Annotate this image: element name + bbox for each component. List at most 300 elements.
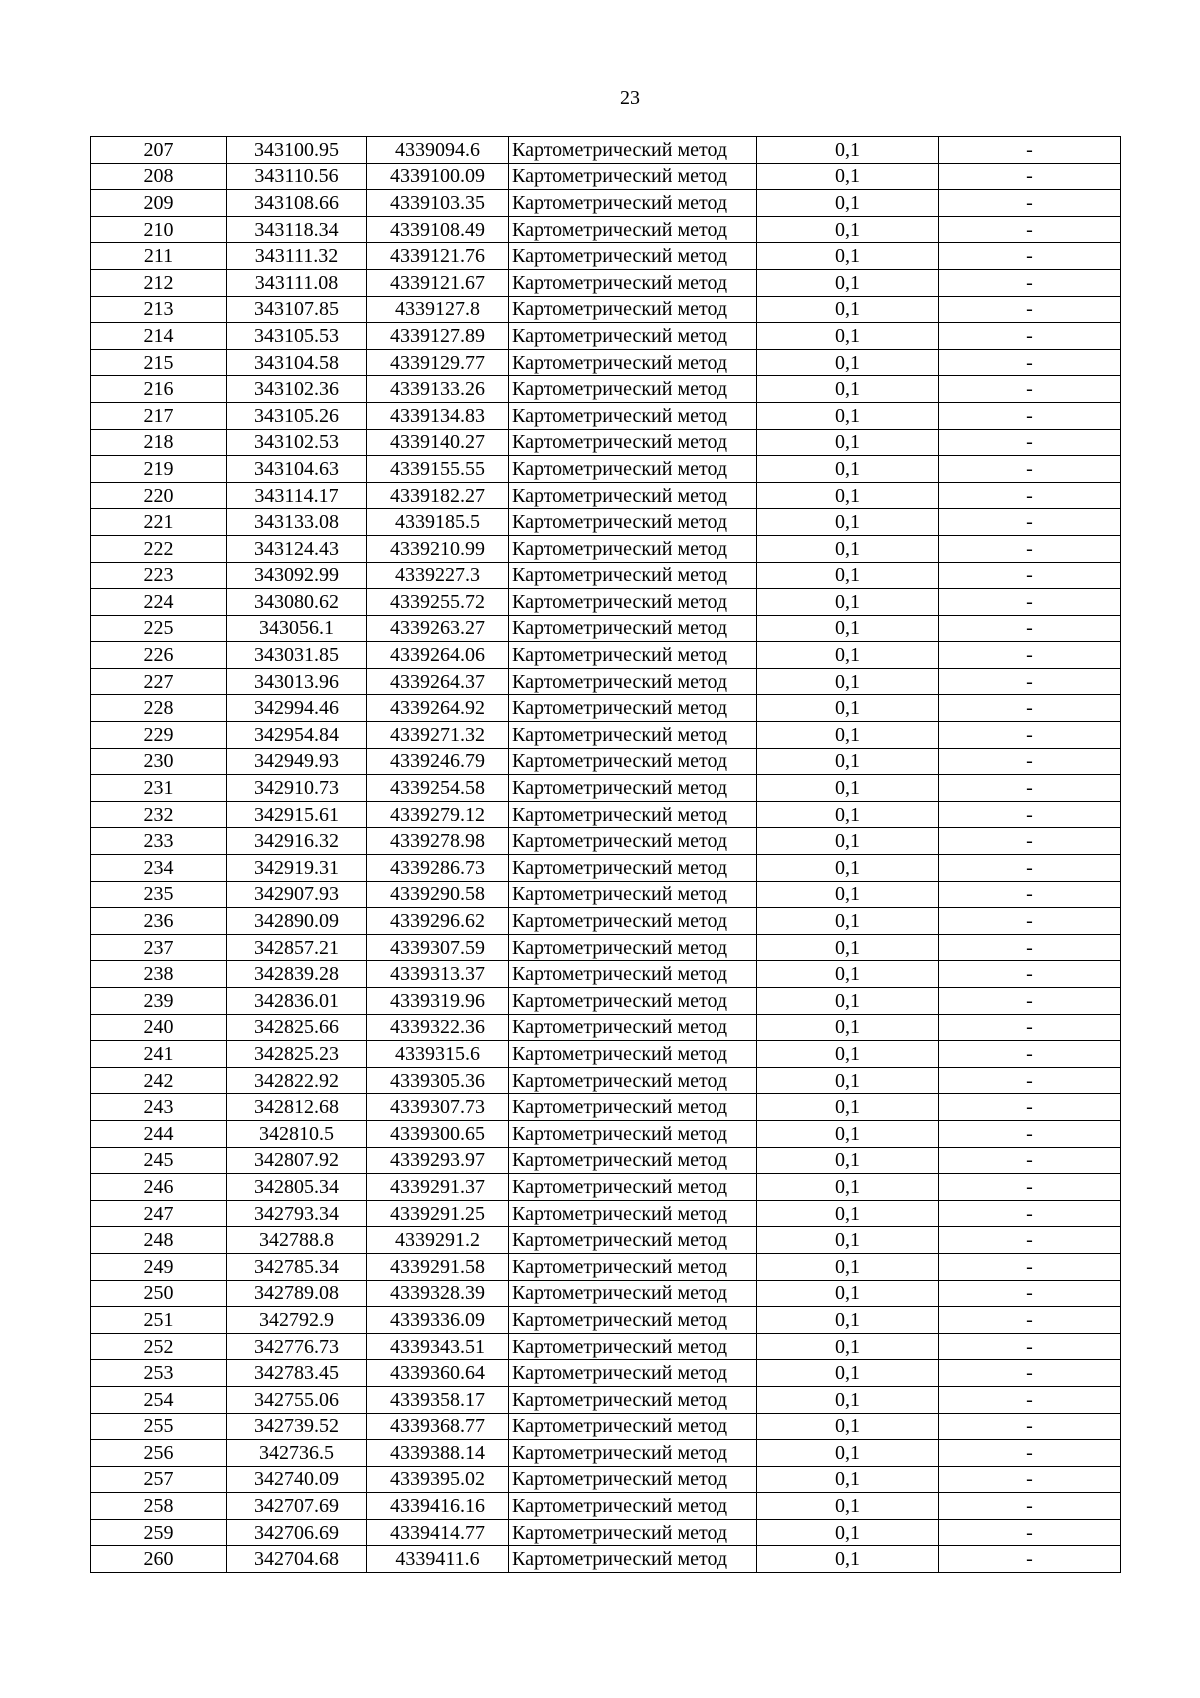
x-coordinate-cell: 342857.21 — [227, 934, 367, 961]
method-cell: Картометрический метод — [509, 456, 757, 483]
method-cell: Картометрический метод — [509, 1519, 757, 1546]
accuracy-cell: 0,1 — [757, 934, 939, 961]
note-cell: - — [939, 855, 1121, 882]
y-coordinate-cell: 4339264.06 — [367, 642, 509, 669]
accuracy-cell: 0,1 — [757, 243, 939, 270]
y-coordinate-cell: 4339328.39 — [367, 1280, 509, 1307]
point-number-cell: 215 — [91, 349, 227, 376]
y-coordinate-cell: 4339416.16 — [367, 1493, 509, 1520]
note-cell: - — [939, 775, 1121, 802]
y-coordinate-cell: 4339291.2 — [367, 1227, 509, 1254]
y-coordinate-cell: 4339127.8 — [367, 296, 509, 323]
accuracy-cell: 0,1 — [757, 642, 939, 669]
point-number-cell: 230 — [91, 748, 227, 775]
table-row — [91, 1519, 1121, 1546]
table-row — [91, 748, 1121, 775]
table-row — [91, 615, 1121, 642]
note-cell: - — [939, 988, 1121, 1015]
note-cell: - — [939, 509, 1121, 536]
y-coordinate-cell: 4339094.6 — [367, 137, 509, 164]
x-coordinate-cell: 342839.28 — [227, 961, 367, 988]
method-cell: Картометрический метод — [509, 349, 757, 376]
table-row — [91, 855, 1121, 882]
table-row — [91, 1120, 1121, 1147]
accuracy-cell: 0,1 — [757, 722, 939, 749]
table-row — [91, 908, 1121, 935]
table-row — [91, 1307, 1121, 1334]
x-coordinate-cell: 342807.92 — [227, 1147, 367, 1174]
method-cell: Картометрический метод — [509, 801, 757, 828]
point-number-cell: 252 — [91, 1333, 227, 1360]
y-coordinate-cell: 4339388.14 — [367, 1440, 509, 1467]
note-cell: - — [939, 1280, 1121, 1307]
x-coordinate-cell: 343124.43 — [227, 535, 367, 562]
method-cell: Картометрический метод — [509, 1413, 757, 1440]
method-cell: Картометрический метод — [509, 668, 757, 695]
point-number-cell: 217 — [91, 402, 227, 429]
point-number-cell: 227 — [91, 668, 227, 695]
accuracy-cell: 0,1 — [757, 615, 939, 642]
y-coordinate-cell: 4339414.77 — [367, 1519, 509, 1546]
x-coordinate-cell: 343031.85 — [227, 642, 367, 669]
x-coordinate-cell: 343080.62 — [227, 589, 367, 616]
table-row — [91, 323, 1121, 350]
point-number-cell: 255 — [91, 1413, 227, 1440]
method-cell: Картометрический метод — [509, 1493, 757, 1520]
point-number-cell: 210 — [91, 216, 227, 243]
accuracy-cell: 0,1 — [757, 1253, 939, 1280]
table-row — [91, 695, 1121, 722]
note-cell: - — [939, 1200, 1121, 1227]
table-row — [91, 509, 1121, 536]
accuracy-cell: 0,1 — [757, 535, 939, 562]
accuracy-cell: 0,1 — [757, 1200, 939, 1227]
method-cell: Картометрический метод — [509, 589, 757, 616]
x-coordinate-cell: 343102.36 — [227, 376, 367, 403]
method-cell: Картометрический метод — [509, 1253, 757, 1280]
accuracy-cell: 0,1 — [757, 296, 939, 323]
note-cell: - — [939, 190, 1121, 217]
note-cell: - — [939, 323, 1121, 350]
note-cell: - — [939, 695, 1121, 722]
table-row — [91, 429, 1121, 456]
point-number-cell: 258 — [91, 1493, 227, 1520]
x-coordinate-cell: 343056.1 — [227, 615, 367, 642]
note-cell: - — [939, 642, 1121, 669]
accuracy-cell: 0,1 — [757, 908, 939, 935]
point-number-cell: 247 — [91, 1200, 227, 1227]
method-cell: Картометрический метод — [509, 562, 757, 589]
accuracy-cell: 0,1 — [757, 190, 939, 217]
accuracy-cell: 0,1 — [757, 988, 939, 1015]
y-coordinate-cell: 4339319.96 — [367, 988, 509, 1015]
method-cell: Картометрический метод — [509, 1094, 757, 1121]
note-cell: - — [939, 349, 1121, 376]
y-coordinate-cell: 4339255.72 — [367, 589, 509, 616]
x-coordinate-cell: 342910.73 — [227, 775, 367, 802]
note-cell: - — [939, 269, 1121, 296]
method-cell: Картометрический метод — [509, 855, 757, 882]
method-cell: Картометрический метод — [509, 402, 757, 429]
x-coordinate-cell: 342812.68 — [227, 1094, 367, 1121]
y-coordinate-cell: 4339336.09 — [367, 1307, 509, 1334]
point-number-cell: 237 — [91, 934, 227, 961]
method-cell: Картометрический метод — [509, 190, 757, 217]
accuracy-cell: 0,1 — [757, 695, 939, 722]
x-coordinate-cell: 342822.92 — [227, 1067, 367, 1094]
y-coordinate-cell: 4339296.62 — [367, 908, 509, 935]
x-coordinate-cell: 342810.5 — [227, 1120, 367, 1147]
note-cell: - — [939, 748, 1121, 775]
y-coordinate-cell: 4339263.27 — [367, 615, 509, 642]
y-coordinate-cell: 4339360.64 — [367, 1360, 509, 1387]
accuracy-cell: 0,1 — [757, 1493, 939, 1520]
accuracy-cell: 0,1 — [757, 137, 939, 164]
accuracy-cell: 0,1 — [757, 1147, 939, 1174]
method-cell: Картометрический метод — [509, 376, 757, 403]
point-number-cell: 250 — [91, 1280, 227, 1307]
table-row — [91, 137, 1121, 164]
x-coordinate-cell: 342755.06 — [227, 1386, 367, 1413]
point-number-cell: 229 — [91, 722, 227, 749]
x-coordinate-cell: 342788.8 — [227, 1227, 367, 1254]
accuracy-cell: 0,1 — [757, 1440, 939, 1467]
x-coordinate-cell: 343104.58 — [227, 349, 367, 376]
table-row — [91, 349, 1121, 376]
accuracy-cell: 0,1 — [757, 429, 939, 456]
point-number-cell: 212 — [91, 269, 227, 296]
x-coordinate-cell: 342793.34 — [227, 1200, 367, 1227]
accuracy-cell: 0,1 — [757, 1227, 939, 1254]
table-row — [91, 988, 1121, 1015]
note-cell: - — [939, 881, 1121, 908]
method-cell: Картометрический метод — [509, 137, 757, 164]
y-coordinate-cell: 4339133.26 — [367, 376, 509, 403]
x-coordinate-cell: 343107.85 — [227, 296, 367, 323]
y-coordinate-cell: 4339254.58 — [367, 775, 509, 802]
method-cell: Картометрический метод — [509, 934, 757, 961]
y-coordinate-cell: 4339121.67 — [367, 269, 509, 296]
accuracy-cell: 0,1 — [757, 509, 939, 536]
table-row — [91, 535, 1121, 562]
y-coordinate-cell: 4339305.36 — [367, 1067, 509, 1094]
y-coordinate-cell: 4339307.59 — [367, 934, 509, 961]
table-row — [91, 1466, 1121, 1493]
point-number-cell: 253 — [91, 1360, 227, 1387]
accuracy-cell: 0,1 — [757, 748, 939, 775]
y-coordinate-cell: 4339227.3 — [367, 562, 509, 589]
accuracy-cell: 0,1 — [757, 1014, 939, 1041]
point-number-cell: 240 — [91, 1014, 227, 1041]
point-number-cell: 242 — [91, 1067, 227, 1094]
y-coordinate-cell: 4339293.97 — [367, 1147, 509, 1174]
note-cell: - — [939, 163, 1121, 190]
point-number-cell: 235 — [91, 881, 227, 908]
method-cell: Картометрический метод — [509, 775, 757, 802]
x-coordinate-cell: 342704.68 — [227, 1546, 367, 1573]
point-number-cell: 260 — [91, 1546, 227, 1573]
note-cell: - — [939, 1120, 1121, 1147]
accuracy-cell: 0,1 — [757, 1546, 939, 1573]
x-coordinate-cell: 342836.01 — [227, 988, 367, 1015]
coordinates-table — [90, 136, 1121, 1573]
method-cell: Картометрический метод — [509, 323, 757, 350]
method-cell: Картометрический метод — [509, 988, 757, 1015]
point-number-cell: 244 — [91, 1120, 227, 1147]
x-coordinate-cell: 342740.09 — [227, 1466, 367, 1493]
point-number-cell: 208 — [91, 163, 227, 190]
x-coordinate-cell: 342825.66 — [227, 1014, 367, 1041]
note-cell: - — [939, 1466, 1121, 1493]
note-cell: - — [939, 562, 1121, 589]
y-coordinate-cell: 4339246.79 — [367, 748, 509, 775]
table-row — [91, 961, 1121, 988]
note-cell: - — [939, 1493, 1121, 1520]
x-coordinate-cell: 343102.53 — [227, 429, 367, 456]
method-cell: Картометрический метод — [509, 429, 757, 456]
accuracy-cell: 0,1 — [757, 482, 939, 509]
method-cell: Картометрический метод — [509, 695, 757, 722]
point-number-cell: 231 — [91, 775, 227, 802]
note-cell: - — [939, 1067, 1121, 1094]
x-coordinate-cell: 343118.34 — [227, 216, 367, 243]
y-coordinate-cell: 4339358.17 — [367, 1386, 509, 1413]
method-cell: Картометрический метод — [509, 1014, 757, 1041]
x-coordinate-cell: 342776.73 — [227, 1333, 367, 1360]
table-row — [91, 1067, 1121, 1094]
table-row — [91, 1333, 1121, 1360]
note-cell: - — [939, 1307, 1121, 1334]
y-coordinate-cell: 4339300.65 — [367, 1120, 509, 1147]
y-coordinate-cell: 4339315.6 — [367, 1041, 509, 1068]
note-cell: - — [939, 934, 1121, 961]
x-coordinate-cell: 342907.93 — [227, 881, 367, 908]
y-coordinate-cell: 4339155.55 — [367, 456, 509, 483]
point-number-cell: 218 — [91, 429, 227, 456]
point-number-cell: 226 — [91, 642, 227, 669]
y-coordinate-cell: 4339182.27 — [367, 482, 509, 509]
accuracy-cell: 0,1 — [757, 1280, 939, 1307]
y-coordinate-cell: 4339140.27 — [367, 429, 509, 456]
table-row — [91, 934, 1121, 961]
table-row — [91, 801, 1121, 828]
accuracy-cell: 0,1 — [757, 1067, 939, 1094]
method-cell: Картометрический метод — [509, 1120, 757, 1147]
point-number-cell: 225 — [91, 615, 227, 642]
accuracy-cell: 0,1 — [757, 1360, 939, 1387]
method-cell: Картометрический метод — [509, 722, 757, 749]
y-coordinate-cell: 4339291.58 — [367, 1253, 509, 1280]
point-number-cell: 211 — [91, 243, 227, 270]
y-coordinate-cell: 4339307.73 — [367, 1094, 509, 1121]
point-number-cell: 220 — [91, 482, 227, 509]
method-cell: Картометрический метод — [509, 482, 757, 509]
note-cell: - — [939, 482, 1121, 509]
accuracy-cell: 0,1 — [757, 775, 939, 802]
table-row — [91, 1253, 1121, 1280]
accuracy-cell: 0,1 — [757, 216, 939, 243]
method-cell: Картометрический метод — [509, 615, 757, 642]
table-row — [91, 1360, 1121, 1387]
accuracy-cell: 0,1 — [757, 456, 939, 483]
point-number-cell: 216 — [91, 376, 227, 403]
table-row — [91, 296, 1121, 323]
table-row — [91, 642, 1121, 669]
x-coordinate-cell: 343111.08 — [227, 269, 367, 296]
y-coordinate-cell: 4339103.35 — [367, 190, 509, 217]
accuracy-cell: 0,1 — [757, 1307, 939, 1334]
note-cell: - — [939, 1041, 1121, 1068]
y-coordinate-cell: 4339129.77 — [367, 349, 509, 376]
method-cell: Картометрический метод — [509, 296, 757, 323]
x-coordinate-cell: 343108.66 — [227, 190, 367, 217]
note-cell: - — [939, 589, 1121, 616]
method-cell: Картометрический метод — [509, 1440, 757, 1467]
accuracy-cell: 0,1 — [757, 961, 939, 988]
y-coordinate-cell: 4339313.37 — [367, 961, 509, 988]
accuracy-cell: 0,1 — [757, 1519, 939, 1546]
x-coordinate-cell: 343114.17 — [227, 482, 367, 509]
x-coordinate-cell: 342916.32 — [227, 828, 367, 855]
table-row — [91, 722, 1121, 749]
note-cell: - — [939, 243, 1121, 270]
note-cell: - — [939, 1386, 1121, 1413]
y-coordinate-cell: 4339264.37 — [367, 668, 509, 695]
table-row — [91, 1493, 1121, 1520]
note-cell: - — [939, 429, 1121, 456]
y-coordinate-cell: 4339278.98 — [367, 828, 509, 855]
x-coordinate-cell: 343013.96 — [227, 668, 367, 695]
y-coordinate-cell: 4339121.76 — [367, 243, 509, 270]
note-cell: - — [939, 615, 1121, 642]
note-cell: - — [939, 961, 1121, 988]
note-cell: - — [939, 1147, 1121, 1174]
method-cell: Картометрический метод — [509, 748, 757, 775]
point-number-cell: 257 — [91, 1466, 227, 1493]
method-cell: Картометрический метод — [509, 243, 757, 270]
note-cell: - — [939, 1519, 1121, 1546]
method-cell: Картометрический метод — [509, 269, 757, 296]
method-cell: Картометрический метод — [509, 642, 757, 669]
table-row — [91, 1440, 1121, 1467]
x-coordinate-cell: 342736.5 — [227, 1440, 367, 1467]
point-number-cell: 214 — [91, 323, 227, 350]
accuracy-cell: 0,1 — [757, 801, 939, 828]
table-row — [91, 1280, 1121, 1307]
table-row — [91, 589, 1121, 616]
method-cell: Картометрический метод — [509, 1360, 757, 1387]
accuracy-cell: 0,1 — [757, 163, 939, 190]
accuracy-cell: 0,1 — [757, 855, 939, 882]
point-number-cell: 209 — [91, 190, 227, 217]
point-number-cell: 249 — [91, 1253, 227, 1280]
accuracy-cell: 0,1 — [757, 1174, 939, 1201]
point-number-cell: 256 — [91, 1440, 227, 1467]
accuracy-cell: 0,1 — [757, 1413, 939, 1440]
y-coordinate-cell: 4339286.73 — [367, 855, 509, 882]
accuracy-cell: 0,1 — [757, 402, 939, 429]
table-row — [91, 1174, 1121, 1201]
accuracy-cell: 0,1 — [757, 589, 939, 616]
note-cell: - — [939, 668, 1121, 695]
table-row — [91, 1200, 1121, 1227]
method-cell: Картометрический метод — [509, 1307, 757, 1334]
y-coordinate-cell: 4339290.58 — [367, 881, 509, 908]
y-coordinate-cell: 4339368.77 — [367, 1413, 509, 1440]
x-coordinate-cell: 343111.32 — [227, 243, 367, 270]
method-cell: Картометрический метод — [509, 961, 757, 988]
table-row — [91, 1546, 1121, 1573]
table-row — [91, 190, 1121, 217]
table-row — [91, 456, 1121, 483]
x-coordinate-cell: 343110.56 — [227, 163, 367, 190]
note-cell: - — [939, 828, 1121, 855]
note-cell: - — [939, 137, 1121, 164]
accuracy-cell: 0,1 — [757, 323, 939, 350]
accuracy-cell: 0,1 — [757, 1041, 939, 1068]
table-row — [91, 562, 1121, 589]
method-cell: Картометрический метод — [509, 1280, 757, 1307]
point-number-cell: 245 — [91, 1147, 227, 1174]
note-cell: - — [939, 456, 1121, 483]
method-cell: Картометрический метод — [509, 1200, 757, 1227]
table-row — [91, 269, 1121, 296]
point-number-cell: 241 — [91, 1041, 227, 1068]
x-coordinate-cell: 342706.69 — [227, 1519, 367, 1546]
x-coordinate-cell: 343105.26 — [227, 402, 367, 429]
point-number-cell: 222 — [91, 535, 227, 562]
point-number-cell: 228 — [91, 695, 227, 722]
table-row — [91, 1227, 1121, 1254]
accuracy-cell: 0,1 — [757, 828, 939, 855]
table-row — [91, 668, 1121, 695]
accuracy-cell: 0,1 — [757, 668, 939, 695]
page-number: 23 — [620, 87, 640, 109]
x-coordinate-cell: 342949.93 — [227, 748, 367, 775]
accuracy-cell: 0,1 — [757, 376, 939, 403]
table-row — [91, 828, 1121, 855]
accuracy-cell: 0,1 — [757, 881, 939, 908]
point-number-cell: 223 — [91, 562, 227, 589]
point-number-cell: 221 — [91, 509, 227, 536]
point-number-cell: 259 — [91, 1519, 227, 1546]
point-number-cell: 248 — [91, 1227, 227, 1254]
table-row — [91, 376, 1121, 403]
accuracy-cell: 0,1 — [757, 1466, 939, 1493]
table-row — [91, 881, 1121, 908]
note-cell: - — [939, 1440, 1121, 1467]
table-row — [91, 216, 1121, 243]
note-cell: - — [939, 216, 1121, 243]
point-number-cell: 236 — [91, 908, 227, 935]
accuracy-cell: 0,1 — [757, 1386, 939, 1413]
y-coordinate-cell: 4339134.83 — [367, 402, 509, 429]
point-number-cell: 232 — [91, 801, 227, 828]
note-cell: - — [939, 1360, 1121, 1387]
y-coordinate-cell: 4339279.12 — [367, 801, 509, 828]
accuracy-cell: 0,1 — [757, 1120, 939, 1147]
x-coordinate-cell: 342789.08 — [227, 1280, 367, 1307]
note-cell: - — [939, 376, 1121, 403]
table-row — [91, 1386, 1121, 1413]
table-row — [91, 1014, 1121, 1041]
x-coordinate-cell: 343133.08 — [227, 509, 367, 536]
note-cell: - — [939, 1253, 1121, 1280]
method-cell: Картометрический метод — [509, 1333, 757, 1360]
method-cell: Картометрический метод — [509, 1546, 757, 1573]
coordinates-table-body — [91, 137, 1121, 1573]
note-cell: - — [939, 1333, 1121, 1360]
